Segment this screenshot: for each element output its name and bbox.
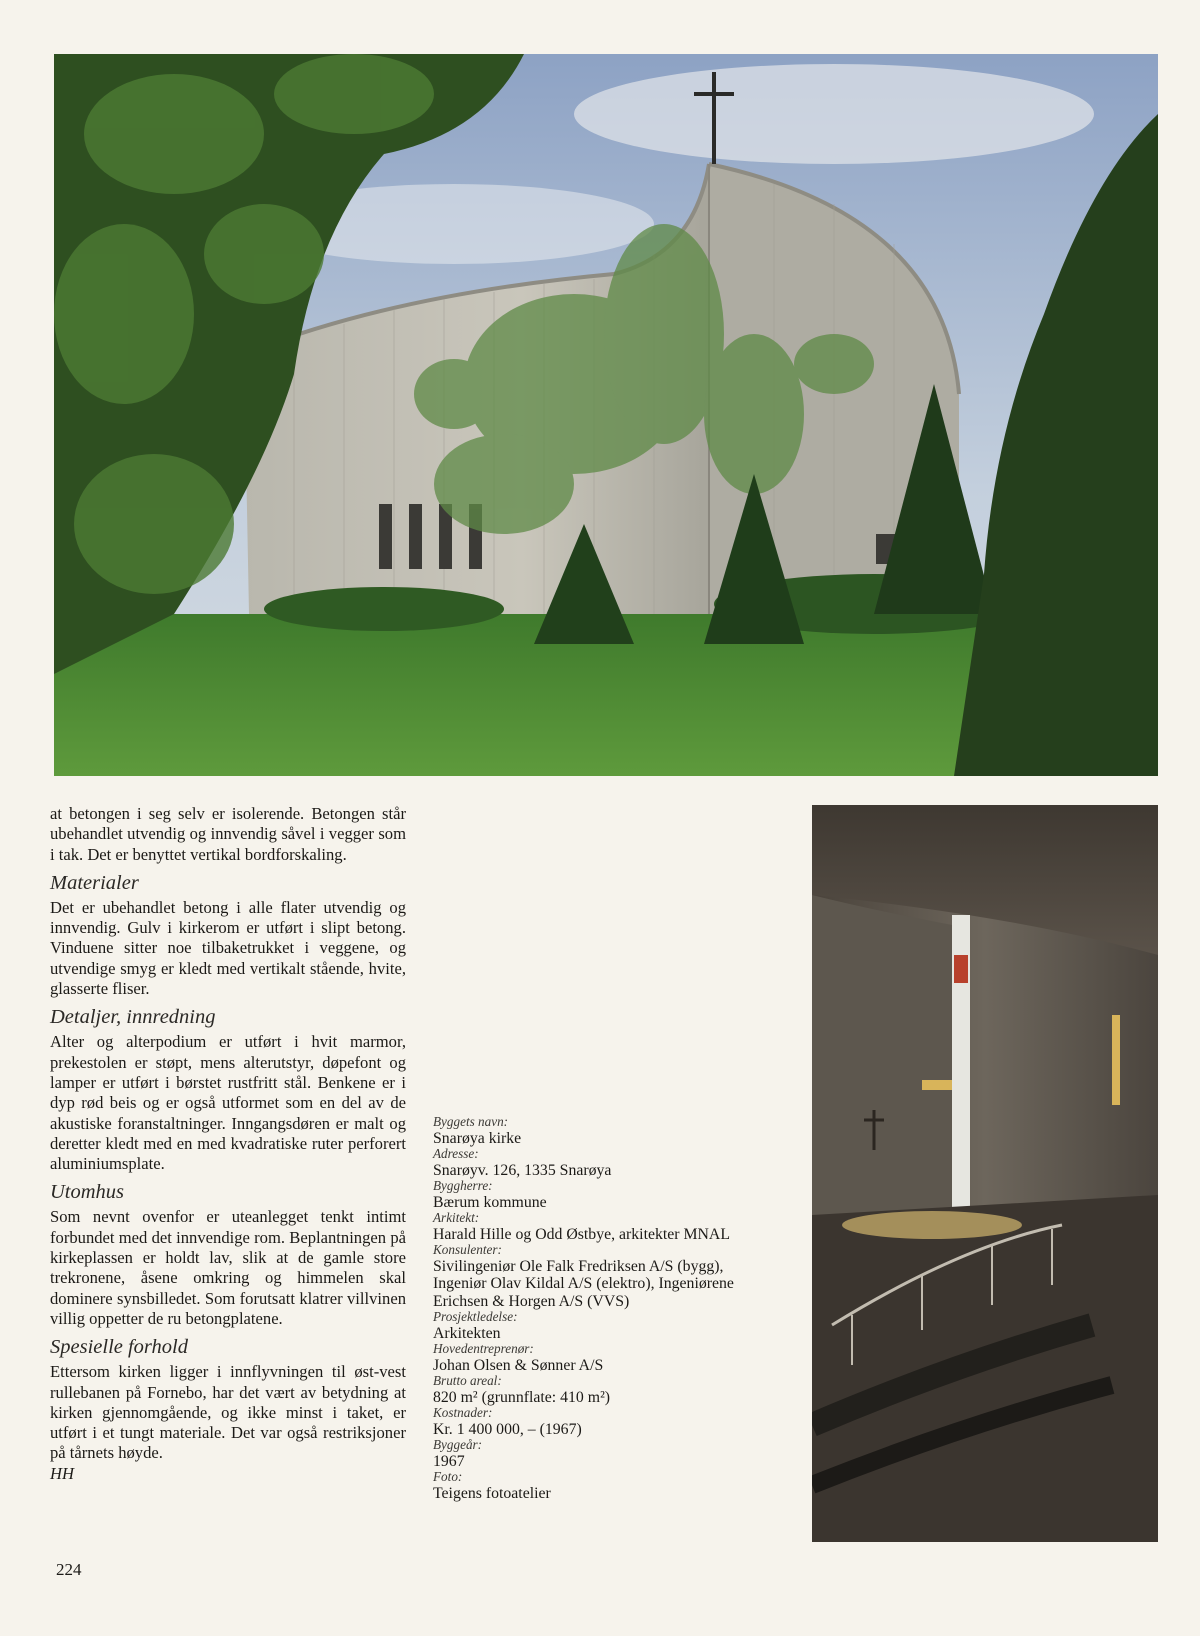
- section-body-materialer: Det er ubehandlet betong i alle flater utvendig og innvendig. Gulv i kirkerom er utført i slipt betong. Vinduene sitter noe tilbaketrukket i veggene, og utvendige smyg er kledt med vertikalt stående, hvite, glasserte fliser.: [50, 897, 406, 999]
- fact-architect: [433, 1211, 773, 1243]
- fact-costs: [433, 1406, 773, 1438]
- fact-label: Arkitekt:: [433, 1210, 480, 1225]
- fact-label: Prosjektledelse:: [433, 1309, 518, 1324]
- fact-label: Hovedentreprenør:: [433, 1341, 534, 1356]
- fact-label: Adresse:: [433, 1146, 479, 1161]
- fact-value: Bærum kommune: [433, 1193, 547, 1211]
- section-body-utomhus: Som nevnt ovenfor er uteanlegget tenkt intimt forbundet med det innvendige rom. Beplantningen på kirkeplassen er holdt lav, slik at de gamle store trekronene, åsene omkring og himmelen skal dominere synsbilledet. Som forutsatt klatrer villvinen villig oppetter de ru betongplatene.: [50, 1207, 406, 1328]
- fact-value: Snarøyv. 126, 1335 Snarøya: [433, 1161, 612, 1179]
- fact-consultants: [433, 1243, 773, 1310]
- section-body-spesielle-forhold: Ettersom kirken ligger i innflyvningen til øst-vest rullebanen på Fornebo, har det vært av betydning at kirken gjennomgående, og ikke minst i taket, er utført i et tungt materiale. Det var også restriksjoner på tårnets høyde.: [50, 1362, 406, 1463]
- church-interior-photo: [812, 805, 1158, 1542]
- fact-label: Byggets navn:: [433, 1114, 509, 1129]
- fact-label: Kostnader:: [433, 1405, 493, 1420]
- fact-value: Arkitekten: [433, 1324, 501, 1342]
- section-body-detaljer: Alter og alterpodium er utført i hvit marmor, prekestolen er støpt, mens alterutstyr, døpefont og lamper er utført i børstet rustfritt stål. Benkene er i dyp rød beis og er også utformet som en del av de akustiske foranstaltninger. Inngangsdøren er malt og deretter kledt med en med kvadratiske ruter perforert aluminiumsplate.: [50, 1032, 406, 1174]
- fact-project-management: [433, 1310, 773, 1342]
- fact-building-name: [433, 1115, 773, 1147]
- fact-address: [433, 1147, 773, 1179]
- section-heading-materialer: Materialer: [50, 871, 139, 894]
- fact-label: Konsulenter:: [433, 1242, 502, 1257]
- fact-gross-area: [433, 1374, 773, 1406]
- section-heading-spesielle-forhold: Spesielle forhold: [50, 1336, 188, 1359]
- fact-label: Byggherre:: [433, 1178, 493, 1193]
- fact-label: Foto:: [433, 1469, 463, 1484]
- author-signature: HH: [50, 1463, 74, 1483]
- fact-value: Kr. 1 400 000, – (1967): [433, 1420, 582, 1438]
- fact-client: [433, 1179, 773, 1211]
- fact-year-built: [433, 1438, 773, 1470]
- fact-value: 820 m² (grunnflate: 410 m²): [433, 1388, 611, 1406]
- fact-label: Brutto areal:: [433, 1373, 502, 1388]
- building-facts: [433, 1115, 773, 1502]
- page-number: 224: [56, 1560, 82, 1579]
- fact-value: 1967: [433, 1452, 465, 1470]
- intro-paragraph: at betongen i seg selv er isolerende. Betongen står ubehandlet utvendig og innvendig såvel i vegger som i tak. Det er benyttet vertikal bordforskaling.: [50, 804, 406, 864]
- fact-label: Byggeår:: [433, 1437, 483, 1452]
- section-heading-utomhus: Utomhus: [50, 1181, 125, 1204]
- article-text-column: [50, 804, 406, 1484]
- fact-value: Harald Hille og Odd Østbye, arkitekter MNAL: [433, 1225, 730, 1243]
- fact-value: Sivilingeniør Ole Falk Fredriksen A/S (bygg), Ingeniør Olav Kildal A/S (elektro), Ingeniørene Erichsen & Horgen A/S (VVS): [433, 1257, 734, 1310]
- fact-photo-credit: [433, 1470, 773, 1502]
- section-heading-detaljer: Detaljer, innredning: [50, 1006, 216, 1029]
- fact-value: Johan Olsen & Sønner A/S: [433, 1356, 604, 1374]
- church-exterior-photo: [54, 54, 1158, 776]
- fact-value: Snarøya kirke: [433, 1129, 522, 1147]
- fact-value: Teigens fotoatelier: [433, 1484, 551, 1502]
- fact-main-contractor: [433, 1342, 773, 1374]
